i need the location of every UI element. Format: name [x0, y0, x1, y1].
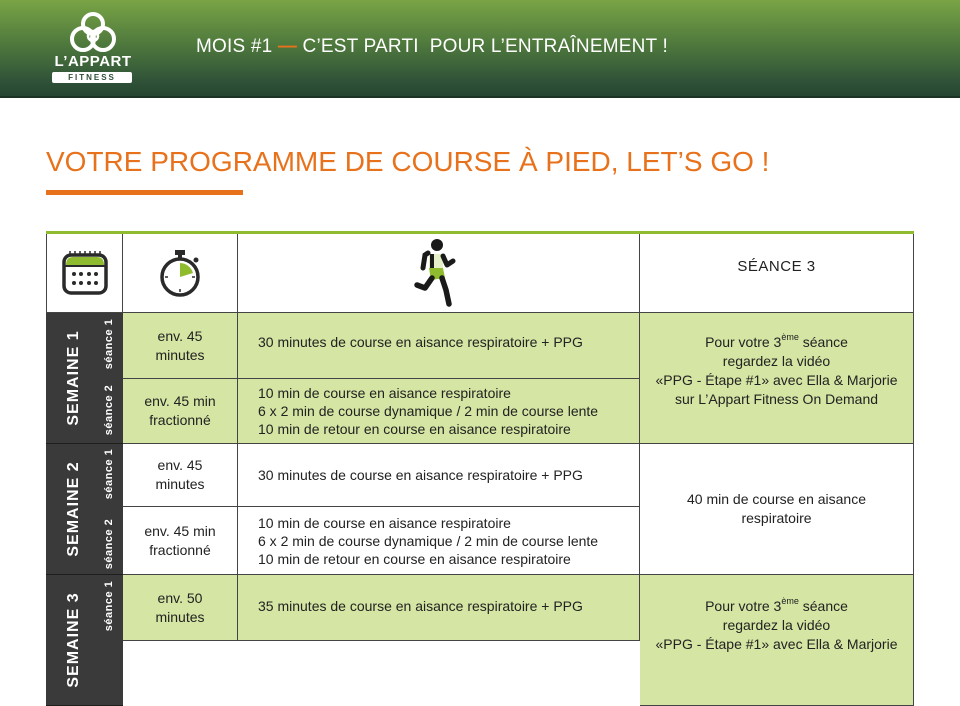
- stopwatch-icon: [157, 248, 203, 298]
- logo-name: L’APPART: [54, 53, 132, 70]
- week-1-seance-1-duration: env. 45 minutes: [123, 313, 238, 379]
- title-underline: [46, 190, 243, 195]
- header-activity-cell: [238, 234, 640, 313]
- week-1-seance-1-description: 30 minutes de course en aisance respiratoire + PPG: [238, 313, 640, 379]
- page-title: VOTRE PROGRAMME DE COURSE À PIED, LET’S GO !: [46, 146, 770, 177]
- runner-icon: [415, 238, 463, 308]
- week-3-band: [46, 575, 123, 706]
- video-reference: «PPG - Étape #1» avec Ella & Marjorie: [655, 636, 898, 652]
- top-banner: [0, 0, 960, 98]
- month-label: MOIS #1: [196, 36, 273, 57]
- running-program-table: [46, 231, 914, 688]
- week-3-seance-3: Pour votre 3ème séance regardez la vidéo «PPG - Étape #1» avec Ella & Marjorie: [640, 575, 914, 706]
- header-calendar-cell: [46, 234, 123, 313]
- title-dash: —: [277, 36, 298, 57]
- week-1-seance-3: Pour votre 3ème séance regardez la vidéo «PPG - Étape #1» avec Ella & Marjorie sur L’Appart Fitness On Demand: [640, 313, 914, 444]
- week-2-seance-1-duration: env. 45 minutes: [123, 444, 238, 507]
- week-1-seance-2-duration: env. 45 min fractionné: [123, 379, 238, 444]
- calendar-icon: [60, 249, 110, 297]
- week-1-label: SEMAINE 1: [65, 330, 82, 426]
- week-1-band: [46, 313, 123, 444]
- week-2-seance-2-duration: env. 45 min fractionné: [123, 507, 238, 575]
- week-2-seance-1-description: 30 minutes de course en aisance respiratoire + PPG: [238, 444, 640, 507]
- week-1-seance-1-label: séance 1: [103, 318, 115, 370]
- week-2-seance-3: 40 min de course en aisance respiratoire: [640, 444, 914, 575]
- week-2-seance-1-label: séance 1: [103, 448, 115, 500]
- week-2-seance-2-description: 10 min de course en aisance respiratoire 6 x 2 min de course dynamique / 2 min de course lente 10 min de retour en course en aisance respiratoire: [238, 507, 640, 575]
- month-subtitle: C’EST PARTI POUR L’ENTRAÎNEMENT !: [302, 36, 668, 57]
- week-3-seance-1-description: 35 minutes de course en aisance respiratoire + PPG: [238, 575, 640, 641]
- header-duration-cell: [123, 234, 238, 313]
- header-seance3-cell: SÉANCE 3: [640, 234, 914, 313]
- month-title: [196, 36, 668, 58]
- logo-subtitle: FITNESS: [52, 72, 132, 83]
- week-1-seance-2-description: 10 min de course en aisance respiratoire 6 x 2 min de course dynamique / 2 min de course lente 10 min de retour en course en aisance respiratoire: [238, 379, 640, 444]
- video-reference: «PPG - Étape #1» avec Ella & Marjorie: [655, 372, 898, 388]
- week-3-seance-1-duration: env. 50 minutes: [123, 575, 238, 641]
- week-2-seance-2-label: séance 2: [103, 518, 115, 570]
- week-3-seance-1-label: séance 1: [103, 580, 115, 632]
- week-2-band: [46, 444, 123, 575]
- trinity-knot-icon: [68, 12, 118, 54]
- brand-logo[interactable]: [52, 12, 134, 84]
- week-1-seance-2-label: séance 2: [103, 384, 115, 436]
- week-3-label: SEMAINE 3: [65, 592, 82, 688]
- week-2-label: SEMAINE 2: [65, 461, 82, 557]
